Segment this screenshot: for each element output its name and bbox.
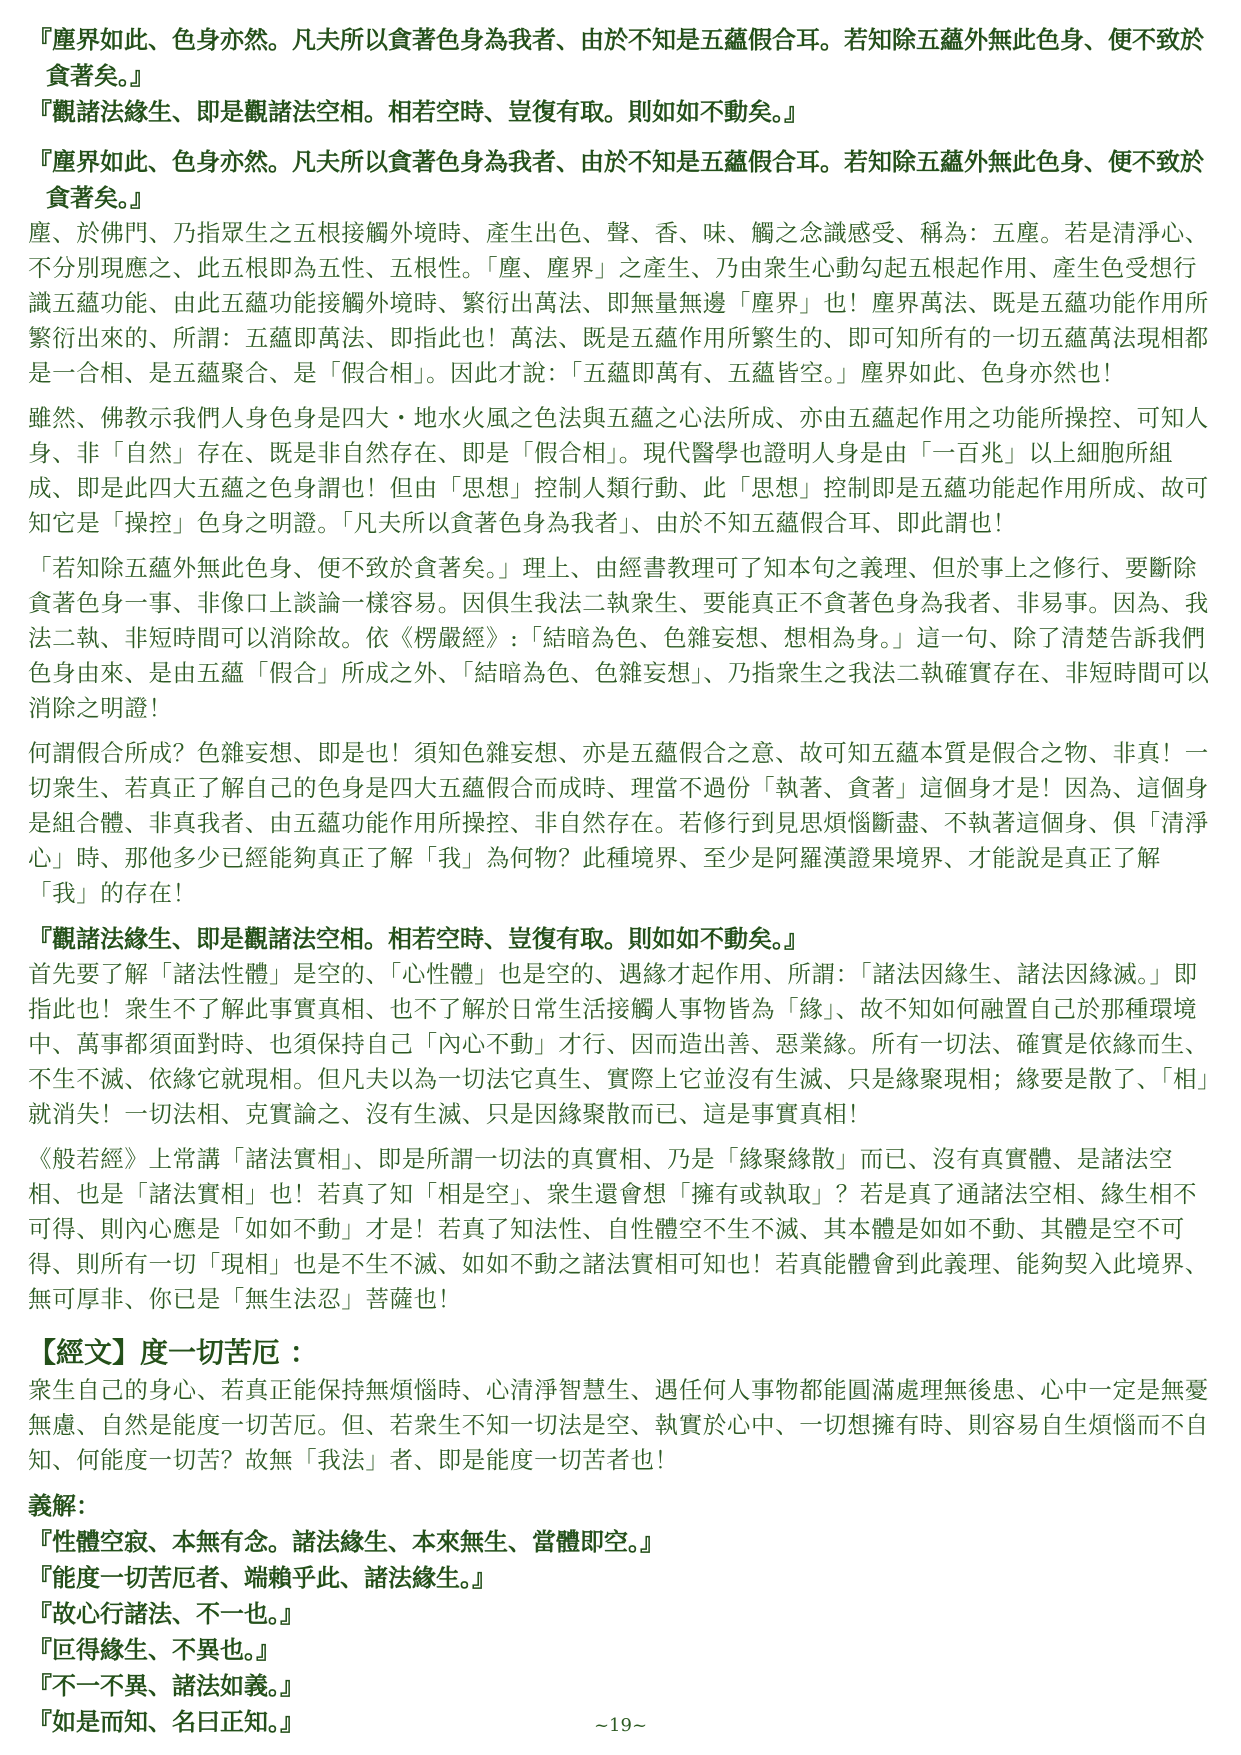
quote-line: 『故心行諸法、不一也。』 — [28, 1599, 304, 1628]
section-heading: 【經文】度一切苦厄 ： — [28, 1336, 318, 1369]
quote-line: 『性體空寂、本無有念。諸法緣生、本來無生、當體即空。』 — [28, 1527, 664, 1556]
quote-line: 『如是而知、名曰正知。』 — [28, 1707, 304, 1736]
spacer — [28, 726, 1218, 736]
spacer — [28, 1132, 1218, 1142]
quote-line: 『觀諸法緣生、即是觀諸法空相。相若空時、豈復有取。則如如不動矣。』 — [28, 924, 808, 953]
paragraph: 「若知除五蘊外無此色身、便不致於貪著矣。」理上、由經書教理可了知本句之義理、但於事上之修行、要斷除貪著色身一事、非像口上談論一樣容易。因俱生我法二執衆生、要能真正不貪著色身為我者、非易事。因為、我法二執、非短時間可以消除故。依《楞嚴經》:「結暗為色、色雜妄想、想相為身。」這一句、除了清楚告訴我們色身由來、是由五蘊「假合」所成之外、「結暗為色、色雜妄想」、乃指衆生之我法二執確實存在、非短時間可以消除之明證！ — [28, 554, 1210, 722]
quote-line: 『叵得緣生、不異也。』 — [28, 1635, 280, 1664]
paragraph: 塵、於佛門、乃指眾生之五根接觸外境時、產生出色、聲、香、味、觸之念識感受、稱為：五塵。若是清淨心、不分別現應之、此五根即為五性、五根性。「塵、塵界」之產生、乃由衆生心動勾起五根起作用、產生色受想行識五蘊功能、由此五蘊功能接觸外境時、繁衍出萬法、即無量無邊「塵界」也！塵界萬法、既是五蘊功能作用所繁衍出來的、所謂：五蘊即萬法、即指此也！萬法、既是五蘊作用所繁生的、即可知所有的一切五蘊萬法現相都是一合相、是五蘊聚合、是「假合相」。因此才說：「五蘊即萬有、五蘊皆空。」塵界如此、色身亦然也！ — [28, 219, 1209, 387]
spacer — [28, 130, 1218, 144]
paragraph: 雖然、佛教示我們人身色身是四大・地水火風之色法與五蘊之心法所成、亦由五蘊起作用之功能所操控、可知人身、非「自然」存在、既是非自然存在、即是「假合相」。現代醫學也證明人身是由「一百兆」以上細胞所組成、即是此四大五蘊之色身謂也！但由「思想」控制人類行動、此「思想」控制即是五蘊功能起作用所成、故可知它是「操控」色身之明證。「凡夫所以貪著色身為我者」、由於不知五蘊假合耳、即此謂也！ — [28, 404, 1209, 537]
paragraph: 首先要了解「諸法性體」是空的、「心性體」也是空的、遇緣才起作用、所謂：「諸法因緣生、諸法因緣滅。」即指此也！衆生不了解此事實真相、也不了解於日常生活接觸人事物皆為「緣」、故不知如何融置自己於那種環境中、萬事都須面對時、也須保持自己「內心不動」才行、因而造出善、惡業緣。所有一切法、確實是依緣而生、不生不滅、依緣它就現相。但凡夫以為一切法它真生、實際上它並沒有生滅、只是緣聚現相；緣要是散了、「相」就消失！一切法相、克實論之、沒有生滅、只是因緣聚散而已、這是事實真相！ — [28, 960, 1210, 1128]
paragraph: 《般若經》上常講「諸法實相」、即是所謂一切法的真實相、乃是「緣聚緣散」而已、沒有真實體、是諸法空相、也是「諸法實相」也！若真了知「相是空」、衆生還會想「擁有或執取」？若是真了通諸法空相、緣生相不可得、則內心應是「如如不動」才是！若真了知法性、自性體空不生不滅、其本體是如如不動、其體是空不可得、則所有一切「現相」也是不生不滅、如如不動之諸法實相可知也！若真能體會到此義理、能夠契入此境界、無可厚非、你已是「無生法忍」菩薩也！ — [28, 1145, 1209, 1313]
spacer — [28, 911, 1218, 921]
quote-line: 『能度一切苦厄者、端賴乎此、諸法緣生。』 — [28, 1563, 496, 1592]
quote-line: 『觀諸法緣生、即是觀諸法空相。相若空時、豈復有取。則如如不動矣。』 — [28, 97, 808, 126]
page-number: ~19~ — [593, 1715, 648, 1736]
spacer — [28, 541, 1218, 551]
quote-line: 『不一不異、諸法如義。』 — [28, 1671, 304, 1700]
explanation-label: 義解： — [28, 1491, 100, 1520]
quote-line: 『塵界如此、色身亦然。凡夫所以貪著色身為我者、由於不知是五蘊假合耳。若知除五蘊外無此色身、便不致於貪著矣。』 — [28, 147, 1204, 212]
paragraph: 何謂假合所成？色雜妄想、即是也！須知色雜妄想、亦是五蘊假合之意、故可知五蘊本質是假合之物、非真！一切衆生、若真正了解自己的色身是四大五蘊假合而成時、理當不過份「執著、貪著」這個身才是！因為、這個身是組合體、非真我者、由五蘊功能作用所操控、非自然存在。若修行到見思煩惱斷盡、不執著這個身、俱「清淨心」時、那他多少已經能夠真正了解「我」為何物？此種境界、至少是阿羅漢證果境界、才能說是真正了解「我」的存在！ — [28, 739, 1209, 907]
quote-line: 『塵界如此、色身亦然。凡夫所以貪著色身為我者、由於不知是五蘊假合耳。若知除五蘊外無此色身、便不致於貪著矣。』 — [28, 25, 1204, 90]
spacer — [28, 1317, 1218, 1327]
document-page — [28, 22, 1218, 1740]
paragraph: 衆生自己的身心、若真正能保持無煩惱時、心清淨智慧生、遇任何人事物都能圓滿處理無後患、心中一定是無憂無慮、自然是能度一切苦厄。但、若衆生不知一切法是空、執實於心中、一切想擁有時、則容易自生煩惱而不自知、何能度一切苦？故無「我法」者、即是能度一切苦者也！ — [28, 1376, 1209, 1474]
spacer — [28, 391, 1218, 401]
spacer — [28, 1478, 1218, 1488]
